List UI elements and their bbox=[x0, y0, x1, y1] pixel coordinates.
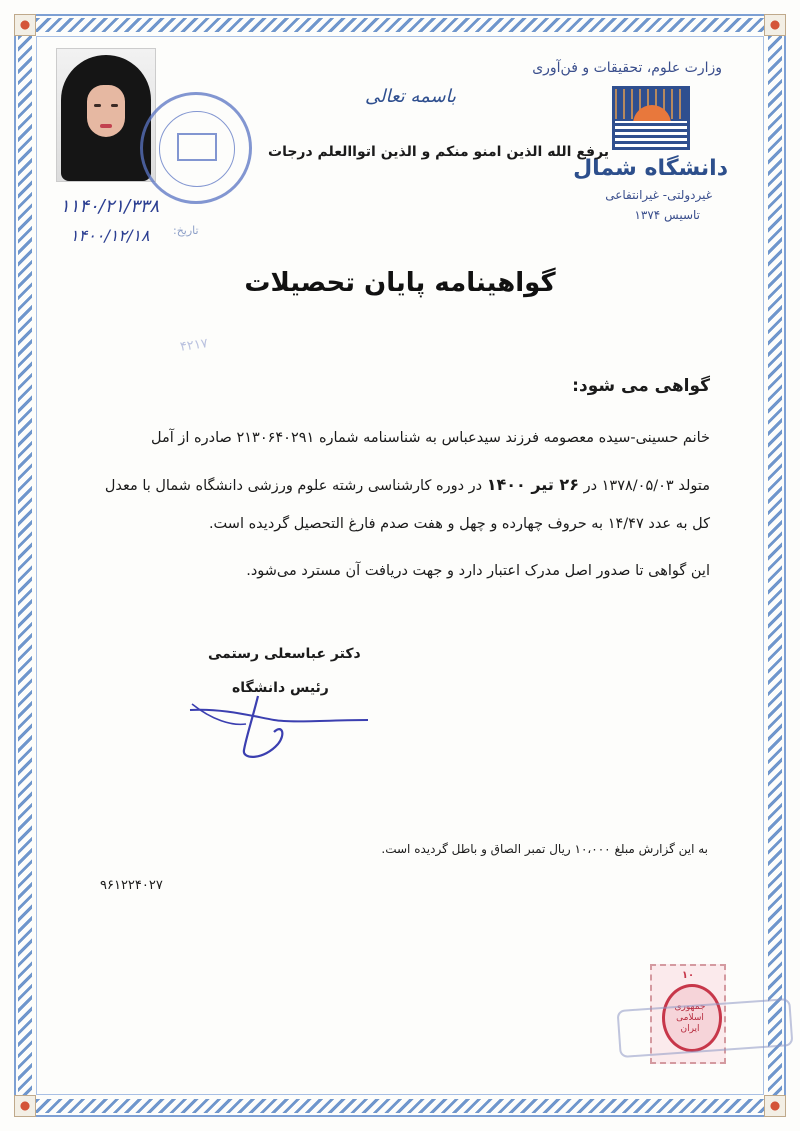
handwritten-signature bbox=[182, 690, 372, 762]
certificate-title: گواهینامه پایان تحصیلات bbox=[244, 268, 556, 298]
stamp-center-box bbox=[177, 133, 217, 161]
birth-date-text: متولد ۱۳۷۸/۰۵/۰۳ در bbox=[583, 478, 710, 494]
handwritten-letter-number: ۱۱۴۰/۲۱/۳۳۸ bbox=[60, 196, 160, 217]
faint-pencil-note: ۴۲۱۷ bbox=[179, 336, 209, 355]
quran-verse: یرفع الله الذین امنو منکم و الذین اتواالعلم درجات bbox=[268, 144, 610, 160]
certification-intro: گواهی می شود: bbox=[572, 376, 710, 396]
body-line-validity: این گواهی تا صدور اصل مدرک اعتبار دارد و جهت دریافت آن مسترد می‌شود. bbox=[246, 563, 710, 579]
program-text: در دوره کارشناسی رشته علوم ورزشی دانشگاه شمال با معدل bbox=[104, 478, 483, 494]
handwritten-date: ۱۴۰۰/۱۲/۱۸ bbox=[70, 226, 150, 245]
stamp-fee-note: به این گزارش مبلغ ۱۰،۰۰۰ ریال تمبر الصاق و باطل گردیده است. bbox=[381, 842, 708, 856]
university-name: دانشگاه شمال bbox=[573, 156, 728, 181]
university-round-stamp bbox=[140, 92, 252, 204]
university-logo bbox=[612, 86, 690, 150]
corner-ornament-top-left bbox=[14, 14, 36, 36]
graduation-date: ۲۶ تیر ۱۴۰۰ bbox=[486, 475, 579, 494]
body-line-identity: خانم حسینی-سیده معصومه فرزند سیدعباس به شناسنامه شماره ۲۱۳۰۶۴۰۲۹۱ صادره از آمل bbox=[151, 430, 710, 446]
ministry-name: وزارت علوم، تحقیقات و فن‌آوری bbox=[532, 60, 722, 76]
photo-face bbox=[87, 85, 125, 137]
border-top-pattern bbox=[36, 18, 764, 32]
corner-ornament-top-right bbox=[764, 14, 786, 36]
corner-ornament-bottom-right bbox=[764, 1095, 786, 1117]
logo-waves bbox=[615, 121, 687, 147]
basmala: باسمه تعالی bbox=[365, 86, 457, 107]
reference-number: ۹۶۱۲۲۴۰۲۷ bbox=[100, 878, 163, 893]
corner-ornament-bottom-left bbox=[14, 1095, 36, 1117]
date-label: تاریخ: bbox=[173, 224, 199, 237]
body-line-birth-graduation bbox=[105, 475, 710, 494]
border-right-pattern bbox=[768, 36, 782, 1095]
border-bottom-pattern bbox=[36, 1099, 764, 1113]
signatory-title: رئیس دانشگاه bbox=[232, 680, 329, 696]
body-line-gpa: کل به عدد ۱۴/۴۷ به حروف چهارده و چهل و هفت صدم فارغ التحصیل گردیده است. bbox=[208, 516, 710, 532]
border-left-pattern bbox=[18, 36, 32, 1095]
tax-stamp-text: جمهوری اسلامی ایران bbox=[674, 1002, 706, 1034]
university-established: تاسیس ۱۳۷۴ bbox=[634, 208, 700, 222]
signatory-name: دکتر عباسعلی رستمی bbox=[208, 646, 361, 662]
tax-stamp-value: ۱۰ bbox=[681, 970, 695, 981]
university-type: غیردولتی- غیرانتفاعی bbox=[605, 188, 712, 202]
